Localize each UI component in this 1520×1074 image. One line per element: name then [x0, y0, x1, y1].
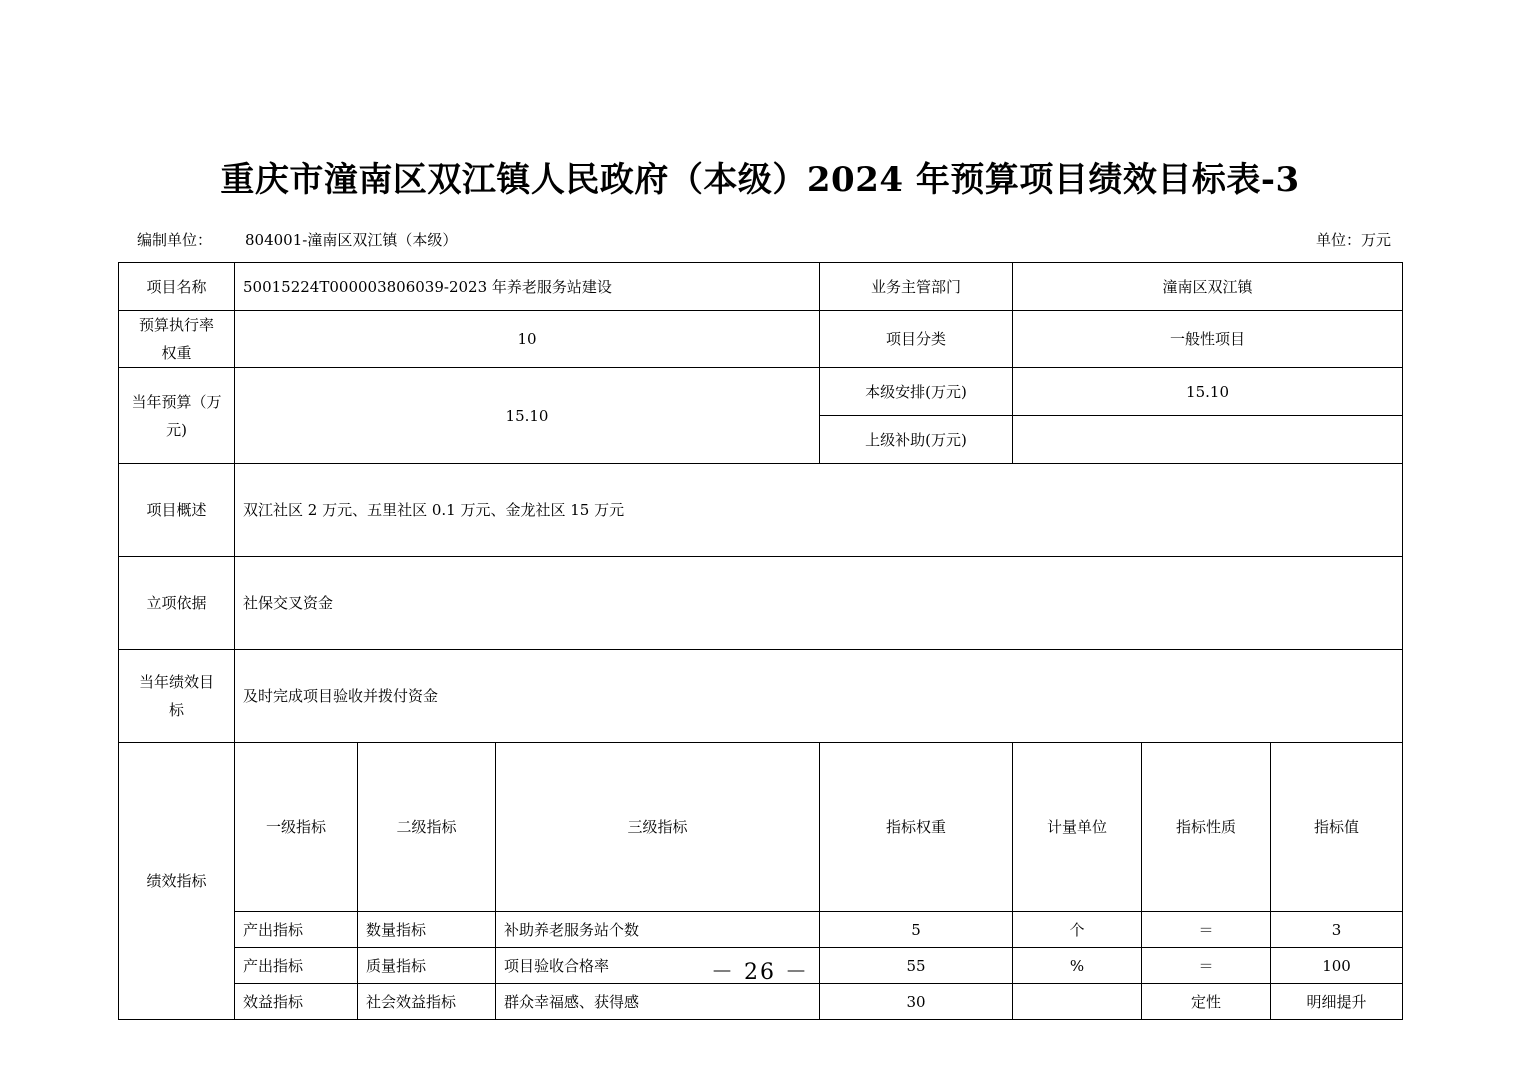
project-name-label: 项目名称 [119, 263, 235, 311]
table-cell: 群众幸福感、获得感 [496, 984, 820, 1020]
table-cell: ＝ [1142, 912, 1271, 948]
category-value: 一般性项目 [1013, 311, 1403, 368]
overview-label: 项目概述 [119, 464, 235, 557]
performance-table [118, 262, 1403, 1020]
overview-value: 双江社区 2 万元、五里社区 0.1 万元、金龙社区 15 万元 [235, 464, 1403, 557]
basis-value: 社保交叉资金 [235, 557, 1403, 650]
indicator-header: 指标性质 [1142, 743, 1271, 912]
budget-label [119, 368, 235, 464]
local-funding-value: 15.10 [1013, 368, 1403, 416]
table-cell: 明细提升 [1271, 984, 1403, 1020]
compiling-unit [137, 229, 457, 250]
indicator-header: 计量单位 [1013, 743, 1142, 912]
compiling-unit-value: 804001-潼南区双江镇（本级） [245, 231, 458, 249]
budget-label-line1: 当年预算（万 [131, 392, 222, 411]
indicator-header: 三级指标 [496, 743, 820, 912]
indicator-header: 指标值 [1271, 743, 1403, 912]
table-cell: 定性 [1142, 984, 1271, 1020]
weight-label-line2: 权重 [161, 344, 192, 362]
project-name-value: 50015224T000003806039-2023 年养老服务站建设 [235, 263, 820, 311]
table-cell: 5 [820, 912, 1013, 948]
table-cell: % [1013, 948, 1142, 984]
table-cell: 产出指标 [235, 948, 358, 984]
local-funding-label: 本级安排(万元) [820, 368, 1013, 416]
indicators-label: 绩效指标 [119, 743, 235, 1020]
table-cell: 效益指标 [235, 984, 358, 1020]
goal-label [119, 650, 235, 743]
table-cell: 55 [820, 948, 1013, 984]
dept-value: 潼南区双江镇 [1013, 263, 1403, 311]
table-row [119, 912, 1403, 948]
indicator-header: 一级指标 [235, 743, 358, 912]
category-label: 项目分类 [820, 311, 1013, 368]
weight-label [119, 311, 235, 368]
table-cell [1013, 984, 1142, 1020]
indicator-header: 二级指标 [358, 743, 496, 912]
table-cell: 质量指标 [358, 948, 496, 984]
table-cell: 社会效益指标 [358, 984, 496, 1020]
table-cell: 30 [820, 984, 1013, 1020]
table-cell: 项目验收合格率 [496, 948, 820, 984]
table-cell: 产出指标 [235, 912, 358, 948]
table-row [119, 984, 1403, 1020]
basis-label: 立项依据 [119, 557, 235, 650]
table-cell: 补助养老服务站个数 [496, 912, 820, 948]
dept-label: 业务主管部门 [820, 263, 1013, 311]
table-cell: 3 [1271, 912, 1403, 948]
table-cell: 个 [1013, 912, 1142, 948]
goal-value: 及时完成项目验收并拨付资金 [235, 650, 1403, 743]
table-cell: ＝ [1142, 948, 1271, 984]
indicator-header: 指标权重 [820, 743, 1013, 912]
weight-value: 10 [235, 311, 820, 368]
subsidy-label: 上级补助(万元) [820, 416, 1013, 464]
currency-unit: 单位：万元 [1315, 231, 1391, 249]
page-number: － 26 － [711, 960, 809, 985]
subsidy-value [1013, 416, 1403, 464]
weight-label-line1: 预算执行率 [138, 316, 214, 334]
budget-label-line2: 元) [166, 420, 187, 439]
budget-value: 15.10 [235, 368, 820, 464]
table-cell: 数量指标 [358, 912, 496, 948]
page-title: 重庆市潼南区双江镇人民政府（本级）2024 年预算项目绩效目标表-3 [220, 160, 1300, 200]
table-cell: 100 [1271, 948, 1403, 984]
goal-label-line2: 标 [168, 701, 184, 719]
compiling-unit-label: 编制单位： [137, 231, 213, 249]
goal-label-line1: 当年绩效目 [138, 673, 214, 691]
